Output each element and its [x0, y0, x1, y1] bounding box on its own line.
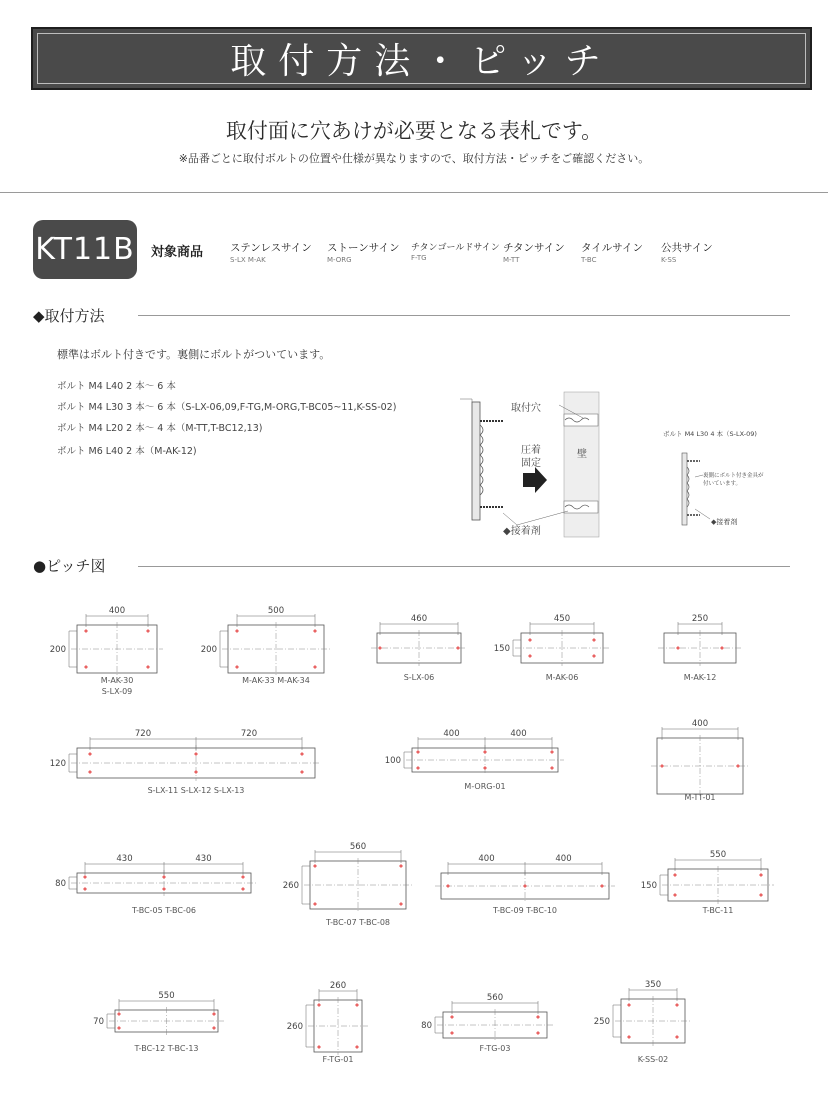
pitch-diagrams [0, 595, 828, 1075]
leader-line [460, 399, 472, 402]
model-caption: F-TG-03 [479, 1044, 511, 1053]
side-dimension-label: 70 [93, 1017, 104, 1027]
dimension-label: 400 [510, 729, 527, 739]
model-caption: S-LX-11 S-LX-12 S-LX-13 [147, 786, 245, 795]
product-tile [581, 240, 643, 264]
product-name: ストーンサイン [327, 242, 400, 254]
divider [0, 192, 828, 193]
product-codes: M-ORG [327, 256, 352, 264]
product-name: チタンサイン [503, 242, 565, 254]
title-banner [31, 27, 812, 90]
press-label: 圧着 [521, 445, 541, 456]
model-caption: T-BC-09 T-BC-10 [492, 906, 558, 915]
model-badge: KT11B [33, 220, 137, 279]
product-codes: T-BC [581, 256, 597, 264]
side-dimension-label: 80 [421, 1021, 432, 1031]
small-adhesive-label: ◆接着剤 [711, 518, 738, 526]
small-note: 裏側にボルト付き金具が [703, 473, 764, 479]
side-dimension-label: 150 [493, 644, 510, 654]
dimension-label: 450 [553, 614, 571, 624]
model-caption: S-LX-06 [403, 673, 435, 682]
product-name: 公共サイン [661, 242, 713, 254]
dimension-label: 500 [267, 606, 285, 616]
model-caption: M-AK-12 [683, 673, 717, 682]
model-caption: M-ORG-01 [464, 782, 506, 791]
product-stone [327, 240, 400, 264]
model-caption: T-BC-12 T-BC-13 [134, 1044, 199, 1053]
method-heading: ◆取付方法 [33, 307, 105, 325]
dimension-label: 400 [691, 719, 709, 729]
small-note: 付いています。 [703, 481, 742, 487]
bolt-spec: ボルト M6 L40 2 本（M-AK-12) [57, 446, 197, 457]
dimension-label: 260 [329, 981, 347, 991]
adhesive-bumps [480, 425, 483, 495]
side-dimension-label: 80 [55, 879, 66, 889]
model-caption: F-TG-01 [322, 1055, 354, 1064]
product-stainless [230, 240, 312, 264]
small-diagram-title: ボルト M4 L30 4 本（S-LX-09) [663, 430, 757, 438]
product-codes: M-TT [503, 256, 520, 264]
dimension-label: 460 [410, 614, 428, 624]
small-leader [695, 509, 710, 519]
wall-label: 壁 [577, 449, 587, 460]
dimension-label: 550 [158, 991, 175, 1001]
dimension-label: 430 [116, 854, 133, 864]
product-name: チタンゴールドサイン [411, 243, 500, 253]
page-title: 取付方法・ピッチ [230, 41, 613, 82]
dimension-label: 430 [195, 854, 212, 864]
side-dimension-label: 150 [640, 881, 657, 891]
side-dimension-label: 120 [49, 759, 66, 769]
dimension-label: 400 [443, 729, 460, 739]
standard-text: 標準はボルト付きです。裏側にボルトがついています。 [57, 348, 331, 361]
product-titanium [503, 240, 565, 264]
dimension-label: 720 [240, 729, 258, 739]
arrow-right-icon [523, 467, 547, 493]
dimension-label: 250 [691, 614, 709, 624]
side-dimension-label: 250 [593, 1017, 610, 1027]
side-dimension-label: 200 [200, 645, 217, 655]
model-caption: M-AK-30 [100, 676, 134, 685]
bolt-spec: ボルト M4 L20 2 本～ 4 本（M-TT,T-BC12,13) [57, 423, 263, 434]
small-sign-plate [682, 453, 687, 525]
product-codes: F-TG [411, 254, 427, 262]
target-label: 対象商品 [151, 245, 204, 260]
model-caption: T-BC-11 [702, 906, 734, 915]
pitch-heading: ●ピッチ図 [33, 557, 106, 575]
model-caption: M-AK-06 [545, 673, 579, 682]
dimension-label: 550 [709, 850, 727, 860]
product-name: タイルサイン [581, 242, 644, 254]
product-public [661, 240, 713, 264]
side-dimension-label: 200 [49, 645, 66, 655]
model-caption: M-TT-01 [684, 793, 716, 802]
dimension-label: 400 [478, 854, 495, 864]
product-codes: K-SS [661, 256, 677, 264]
model-caption: T-BC-05 T-BC-06 [131, 906, 197, 915]
dimension-label: 350 [644, 980, 662, 990]
product-codes: S-LX M-AK [230, 256, 266, 264]
adhesive-label: ◆接着剤 [503, 526, 541, 537]
side-dimension-label: 100 [384, 756, 401, 766]
press-label: 固定 [521, 458, 541, 469]
dimension-label: 400 [108, 606, 126, 616]
model-caption: S-LX-09 [101, 687, 133, 696]
product-name: ステンレスサイン [230, 242, 312, 254]
dimension-label: 560 [349, 842, 367, 852]
bolt-spec: ボルト M4 L30 3 本～ 6 本（S-LX-06,09,F-TG,M-ORG,T-BC05~11,K-SS-02) [57, 402, 397, 413]
pitch-rule [138, 566, 790, 567]
small-leader [695, 475, 703, 477]
dimension-label: 400 [555, 854, 572, 864]
bolt-spec: ボルト M4 L40 2 本～ 6 本 [57, 381, 176, 392]
side-dimension-label: 260 [286, 1022, 303, 1032]
dimension-label: 560 [486, 993, 504, 1003]
side-dimension-label: 260 [282, 881, 299, 891]
method-rule [138, 315, 790, 316]
note: ※品番ごとに取付ボルトの位置や仕様が異なりますので、取付方法・ピッチをご確認ください。 [178, 152, 650, 165]
sign-plate-side [472, 402, 480, 520]
dimension-label: 720 [134, 729, 152, 739]
subtitle: 取付面に穴あけが必要となる表札です。 [225, 119, 603, 143]
model-caption: M-AK-33 M-AK-34 [242, 676, 310, 685]
model-caption: K-SS-02 [637, 1055, 669, 1064]
hole-label: 取付穴 [511, 403, 541, 414]
product-titanium-gold [411, 240, 500, 262]
model-caption: T-BC-07 T-BC-08 [325, 918, 391, 927]
